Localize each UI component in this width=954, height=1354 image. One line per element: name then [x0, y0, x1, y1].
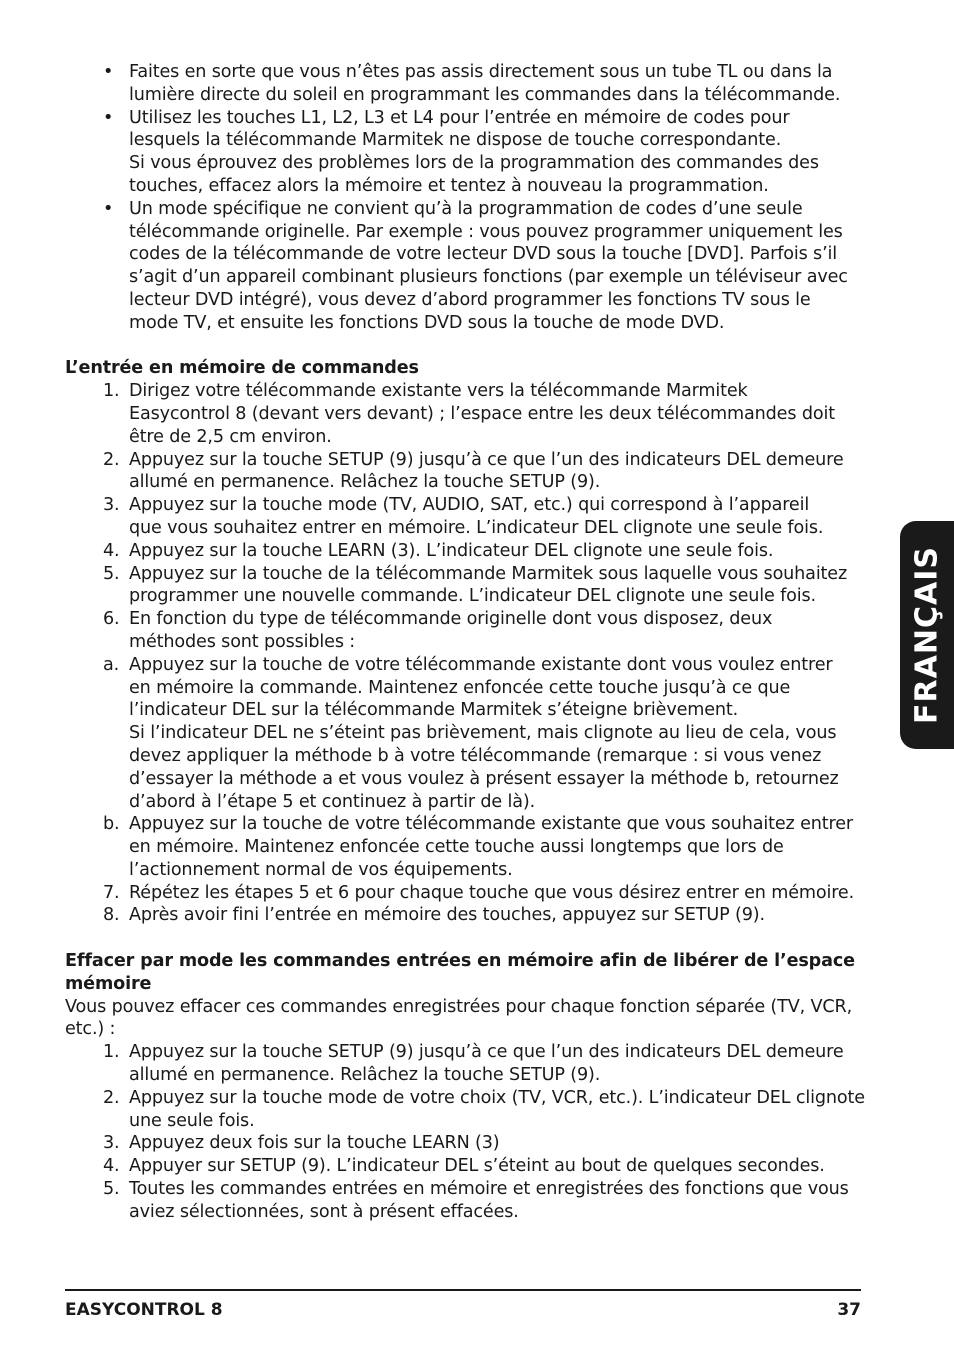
bullet-item-line: lesquels la télécommande Marmitek ne dispose de touche correspondante. — [129, 130, 782, 151]
step-item-line: Appuyez sur la touche de votre télécommande existante que vous souhaitez entrer — [129, 814, 853, 835]
bullet-item-line: lumière directe du soleil en programmant les commandes dans la télécommande. — [129, 84, 841, 105]
step-item — [65, 608, 861, 654]
bullet-item-line: lecteur DVD intégré), vous devez d’abord programmer les fonctions TV sous le — [129, 289, 811, 310]
step-item-marker: 7. — [103, 882, 120, 903]
bullet-item-line: s’agit d’un appareil combinant plusieurs fonctions (par exemple un téléviseur avec — [129, 267, 848, 288]
erase-step-item-line: Appuyez sur la touche SETUP (9) jusqu’à ce que l’un des indicateurs DEL demeure — [129, 1042, 844, 1063]
erase-step-item-marker: 3. — [103, 1133, 120, 1154]
step-item — [65, 813, 861, 881]
step-item-line: Appuyez sur la touche mode (TV, AUDIO, SAT, etc.) qui correspond à l’appareil — [129, 495, 810, 516]
bullet-item-line: Si vous éprouvez des problèmes lors de la programmation des commandes des — [129, 153, 819, 174]
erase-step-item — [65, 1132, 861, 1155]
section2-intro-line: Vous pouvez effacer ces commandes enregistrées pour chaque fonction séparée (TV, VCR, — [65, 996, 853, 1017]
erase-step-item — [65, 1041, 861, 1087]
step-item — [65, 540, 861, 563]
footer-product-name: EASYCONTROL 8 — [65, 1300, 223, 1320]
language-tab — [900, 521, 954, 749]
step-item-line: Easycontrol 8 (devant vers devant) ; l’espace entre les deux télécommandes doit — [129, 403, 835, 424]
erase-step-item-line: aviez sélectionnées, sont à présent effacées. — [129, 1201, 519, 1222]
section1-steps — [65, 380, 861, 927]
section1-heading: L’entrée en mémoire de commandes — [65, 358, 419, 379]
section2-steps — [65, 1041, 865, 1223]
step-item — [65, 654, 861, 814]
step-item-line: En fonction du type de télécommande originelle dont vous disposez, deux — [129, 609, 773, 630]
step-item-marker: a. — [103, 654, 120, 675]
erase-step-item-line: Appuyez sur la touche mode de votre choix (TV, VCR, etc.). L’indicateur DEL clignote — [129, 1087, 865, 1108]
step-item-marker: 4. — [103, 540, 120, 561]
step-item-line: méthodes sont possibles : — [129, 631, 356, 652]
bullet-item-marker: • — [103, 107, 114, 128]
step-item-line: allumé en permanence. Relâchez la touche SETUP (9). — [129, 472, 601, 493]
section2-intro — [65, 996, 861, 1042]
erase-step-item-line: allumé en permanence. Relâchez la touche SETUP (9). — [129, 1065, 601, 1086]
erase-step-item-marker: 2. — [103, 1087, 120, 1108]
step-item-line: l’actionnement normal de vos équipements. — [129, 859, 513, 880]
bullet-item-line: mode TV, et ensuite les fonctions DVD sous la touche de mode DVD. — [129, 312, 725, 333]
step-item-line: en mémoire. Maintenez enfoncée cette touche aussi longtemps que lors de — [129, 837, 784, 858]
step-item — [65, 904, 861, 927]
step-item — [65, 380, 861, 448]
step-item-line: d’abord à l’étape 5 et continuez à partir de là). — [129, 791, 536, 812]
bullet-item-line: codes de la télécommande de votre lecteur DVD sous la touche [DVD]. Parfois s’il — [129, 244, 837, 265]
step-item-marker: 1. — [103, 381, 120, 402]
erase-step-item-line: une seule fois. — [129, 1110, 255, 1131]
step-item — [65, 494, 861, 540]
section2-intro-line: etc.) : — [65, 1019, 116, 1040]
step-item — [65, 882, 861, 905]
step-item-line: Répétez les étapes 5 et 6 pour chaque touche que vous désirez entrer en mémoire. — [129, 882, 855, 903]
step-item-line: l’indicateur DEL sur la télécommande Marmitek s’éteigne brièvement. — [129, 700, 739, 721]
step-item-marker: 8. — [103, 905, 120, 926]
bullet-item — [65, 198, 861, 335]
step-item-line: devez appliquer la méthode b à votre télécommande (remarque : si vous venez — [129, 745, 822, 766]
step-item-line: Dirigez votre télécommande existante vers la télécommande Marmitek — [129, 381, 748, 402]
step-item-line: Appuyez sur la touche LEARN (3). L’indicateur DEL clignote une seule fois. — [129, 540, 774, 561]
section2-heading — [65, 950, 861, 996]
footer-page-number: 37 — [837, 1300, 861, 1320]
bullet-item-line: Faites en sorte que vous n’êtes pas assis directement sous un tube TL ou dans la — [129, 62, 833, 82]
bullet-item-line: Un mode spécifique ne convient qu’à la programmation de codes d’une seule — [129, 198, 803, 219]
step-item-marker: b. — [103, 814, 120, 835]
erase-step-item-marker: 5. — [103, 1179, 120, 1200]
bullet-item-line: touches, effacez alors la mémoire et tentez à nouveau la programmation. — [129, 175, 769, 196]
step-item-marker: 3. — [103, 495, 120, 516]
bullet-item — [65, 61, 861, 107]
step-item-line: Appuyez sur la touche de la télécommande Marmitek sous laquelle vous souhaitez — [129, 563, 848, 584]
erase-step-item — [65, 1155, 861, 1178]
step-item — [65, 449, 861, 495]
step-item-marker: 5. — [103, 563, 120, 584]
erase-step-item-line: Toutes les commandes entrées en mémoire et enregistrées des fonctions que vous — [129, 1179, 849, 1200]
page-content — [65, 61, 865, 1224]
step-item-line: programmer une nouvelle commande. L’indicateur DEL clignote une seule fois. — [129, 586, 816, 607]
step-item-marker: 6. — [103, 609, 120, 630]
step-item — [65, 563, 861, 609]
language-tab-label: FRANÇAIS — [909, 546, 945, 724]
footer-rule — [65, 1289, 861, 1291]
bullet-item-line: Utilisez les touches L1, L2, L3 et L4 pour l’entrée en mémoire de codes pour — [129, 107, 790, 128]
erase-step-item-marker: 1. — [103, 1042, 120, 1063]
erase-step-item-line: Appuyer sur SETUP (9). L’indicateur DEL s’éteint au bout de quelques secondes. — [129, 1156, 825, 1177]
erase-step-item-line: Appuyez deux fois sur la touche LEARN (3) — [129, 1133, 500, 1154]
step-item-line: que vous souhaitez entrer en mémoire. L’indicateur DEL clignote une seule fois. — [129, 517, 824, 538]
bullet-item — [65, 107, 861, 198]
step-item-line: Appuyez sur la touche de votre télécommande existante dont vous voulez entrer — [129, 654, 833, 675]
step-item-line: Si l’indicateur DEL ne s’éteint pas brièvement, mais clignote au lieu de cela, vous — [129, 723, 837, 744]
erase-step-item — [65, 1178, 861, 1224]
erase-step-item — [65, 1087, 865, 1133]
bullet-item-line: télécommande originelle. Par exemple : vous pouvez programmer uniquement les — [129, 221, 843, 242]
step-item-line: Après avoir fini l’entrée en mémoire des touches, appuyez sur SETUP (9). — [129, 905, 765, 926]
step-item-line: Appuyez sur la touche SETUP (9) jusqu’à ce que l’un des indicateurs DEL demeure — [129, 449, 844, 470]
step-item-line: en mémoire la commande. Maintenez enfoncée cette touche jusqu’à ce que — [129, 677, 791, 698]
step-item-line: être de 2,5 cm environ. — [129, 426, 332, 447]
step-item-marker: 2. — [103, 449, 120, 470]
step-item-line: d’essayer la méthode a et vous voulez à présent essayer la méthode b, retournez — [129, 768, 839, 789]
section2-heading-line: Effacer par mode les commandes entrées en mémoire afin de libérer de l’espace — [65, 951, 855, 972]
section2-heading-line: mémoire — [65, 973, 152, 994]
bullet-item-marker: • — [103, 62, 114, 82]
intro-bullet-list — [65, 61, 861, 335]
erase-step-item-marker: 4. — [103, 1156, 120, 1177]
bullet-item-marker: • — [103, 198, 114, 219]
